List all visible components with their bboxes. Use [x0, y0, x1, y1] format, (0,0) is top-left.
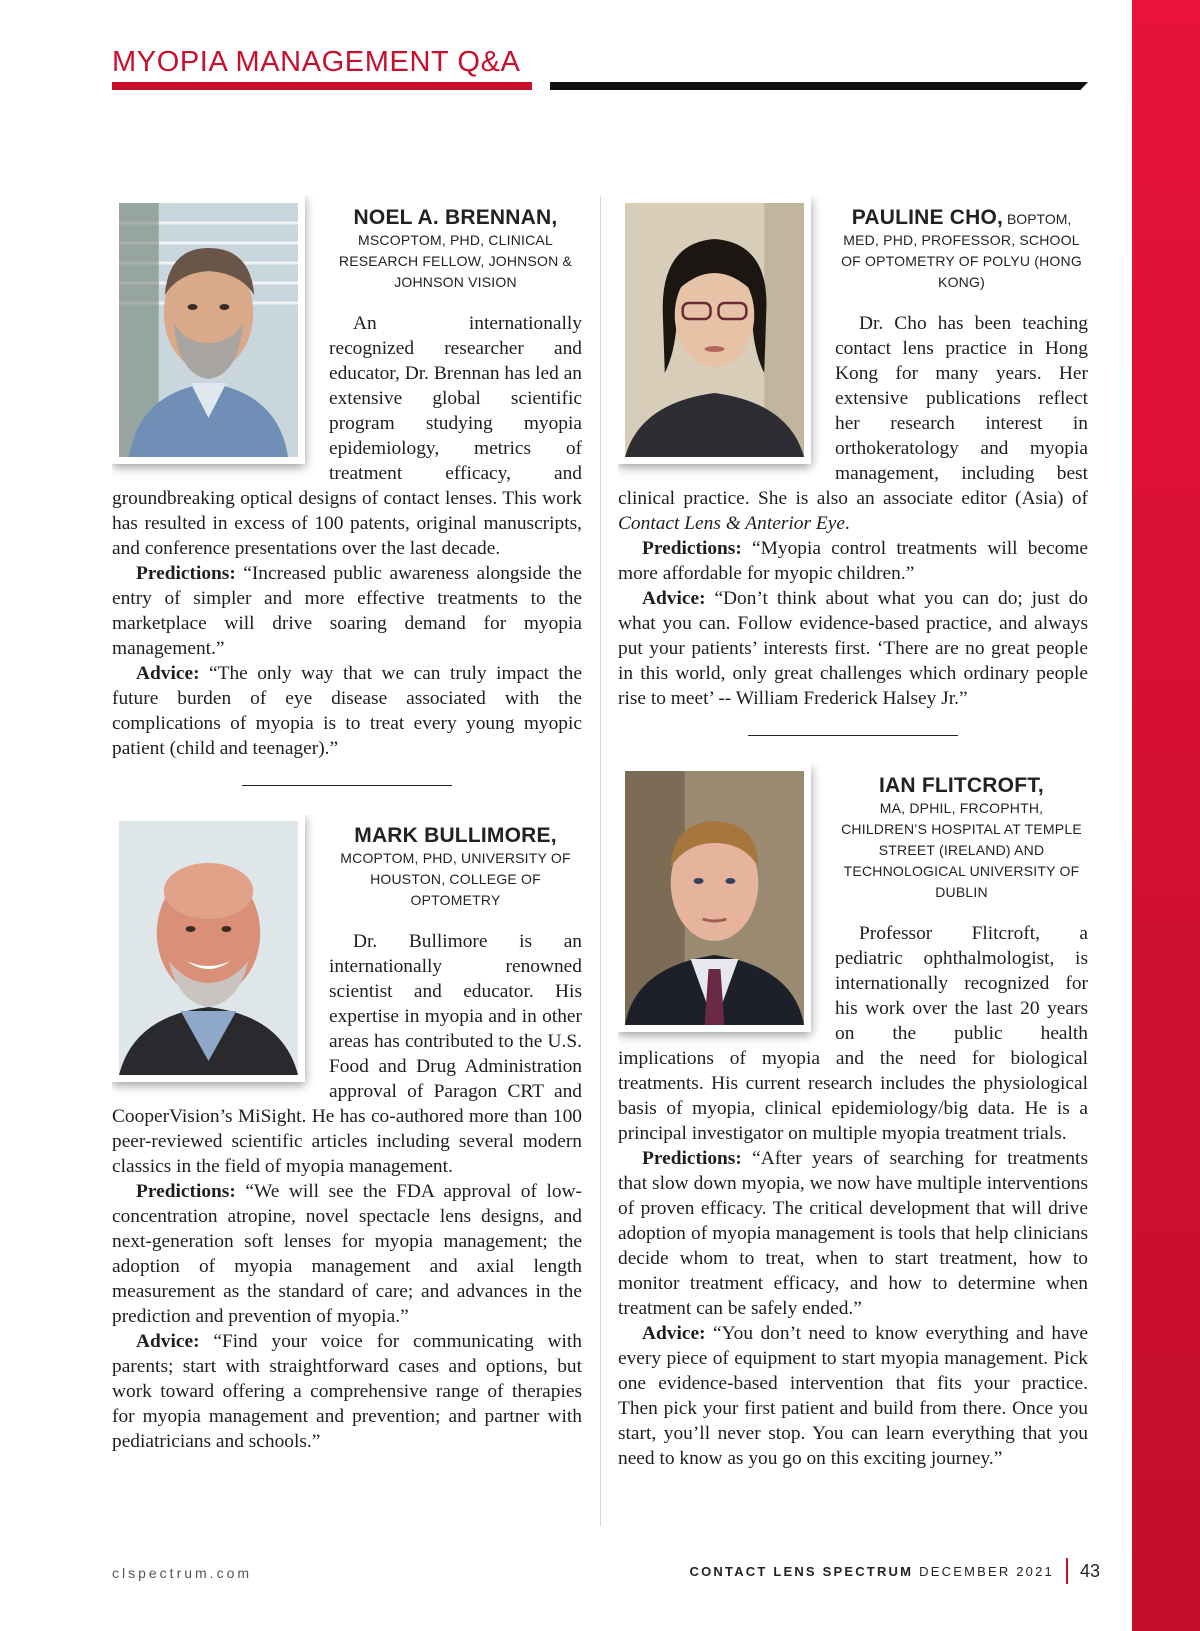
predictions-text: “Myopia control treatments will become more affordable for myopic children.”	[618, 538, 1088, 584]
portrait-brennan-image	[119, 203, 298, 457]
advice-text: “Find your voice for communicating with parents; start with straightforward cases and options, but work toward offering a comprehensive range of therapies for myopia management and prevention; and partner with pediatricians and schools.”	[112, 1331, 582, 1452]
footer-info	[690, 1558, 1100, 1584]
section-title-underline	[112, 82, 532, 90]
predictions-text: “We will see the FDA approval of low-concentration atropine, novel spectacle lens designs, and next-generation soft lenses for myopia management; the adoption of myopia management and axial length measurement as the standard of care; and advances in the prediction and prevention of myopia.”	[112, 1181, 582, 1327]
advice-cho	[618, 586, 1088, 711]
predictions-label: Predictions:	[136, 1181, 236, 1202]
profile-cho	[618, 196, 1088, 536]
predictions-label: Predictions:	[136, 563, 236, 584]
side-color-bar	[1132, 0, 1200, 1631]
predictions-flitcroft	[618, 1146, 1088, 1321]
advice-label: Advice:	[136, 663, 200, 684]
advice-text: “You don’t need to know everything and have every piece of equipment to start myopia management. Pick one evidence-based intervention that fits your practice. Then pick your first patient and build from there. Once you start, you’ll never stop. You can learn everything that you need to know as you go on this exciting journey.”	[618, 1323, 1088, 1469]
person-name: PAULINE CHO,	[851, 206, 1004, 229]
footer-date: DECEMBER 2021	[919, 1563, 1054, 1579]
bio-brennan: An internationally recognized researcher and educator, Dr. Brennan has led an extensive global scientific program studying myopia epidemiology, metrics of treatment efficacy, and groundbreaking optical designs of contact lenses. This work has resulted in excess of 100 patents, original manuscripts, and conference presentations over the last decade.	[112, 313, 582, 559]
person-name: IAN FLITCROFT,	[879, 774, 1044, 797]
footer-magazine: CONTACT LENS SPECTRUM	[689, 1563, 914, 1579]
advice-label: Advice:	[642, 588, 706, 609]
advice-text: “The only way that we can truly impact the future burden of eye disease associated with the complications of myopia is to treat every young myopic patient (child and teenager).”	[112, 663, 582, 759]
person-name: NOEL A. BRENNAN,	[353, 206, 558, 229]
section-divider	[242, 785, 452, 786]
right-column	[618, 196, 1088, 1471]
person-credentials: MA, DPHIL, FRCOPHTH, CHILDREN’S HOSPITAL AT TEMPLE STREET (IRELAND) AND TECHNOLOGICAL UNIVERSITY OF DUBLIN	[841, 800, 1082, 900]
profile-flitcroft	[618, 764, 1088, 1146]
advice-flitcroft	[618, 1321, 1088, 1471]
advice-label: Advice:	[642, 1323, 706, 1344]
person-credentials: MSCOPTOM, PHD, CLINICAL RESEARCH FELLOW, JOHNSON & JOHNSON VISION	[338, 232, 573, 290]
advice-text: “Don’t think about what you can do; just do what you can. Follow evidence-based practice, and always put your patients’ interests first. ‘There are no great people in this world, only great challenges which ordinary people rise to meet’ -- William Frederick Halsey Jr.”	[618, 588, 1088, 709]
person-credentials: MED, PHD, PROFESSOR, SCHOOL OF OPTOMETRY OF POLYU (HONG KONG)	[841, 232, 1082, 290]
predictions-label: Predictions:	[642, 1148, 742, 1169]
portrait-photo-flitcroft	[618, 764, 811, 1032]
predictions-text: “After years of searching for treatments that slow down myopia, we now have multiple interventions of proven efficacy. The critical development that will drive adoption of myopia management is tools that help clinicians decide whom to treat, when to start treatment, how to monitor treatment efficacy, and how to determine when treatment can be safely ended.”	[618, 1148, 1088, 1319]
bio-end: .	[844, 513, 850, 534]
column-separator	[600, 196, 601, 1526]
bio-text: Dr. Cho has been teaching contact lens practice in Hong Kong for many years. Her extensive publications reflect her research interest in orthokeratology and myopia management, including best clinical practice. She is also an associate editor (Asia) of	[618, 313, 1088, 509]
footer-divider	[1066, 1558, 1068, 1584]
portrait-flitcroft-image	[625, 771, 804, 1025]
section-title: MYOPIA MANAGEMENT Q&A	[112, 46, 521, 78]
bio-flitcroft: Professor Flitcroft, a pediatric ophthalmologist, is internationally recognized for his work over the last 20 years on the public health implications of myopia and the need for biological treatments. His current research includes the physiological basis of myopia, clinical epidemiology/big data. He is a principal investigator on multiple myopia treatment trials.	[618, 923, 1088, 1144]
profile-bullimore	[112, 814, 582, 1179]
predictions-text: “Increased public awareness alongside the entry of simpler and more effective treatments to the marketplace will drive soaring demand for myopia management.”	[112, 563, 582, 659]
bio-bullimore: Dr. Bullimore is an internationally renowned scientist and educator. His expertise in myopia and in other areas has contributed to the U.S. Food and Drug Administration approval of Paragon CRT and CooperVision’s MiSight. He has co-authored more than 100 peer-reviewed scientific articles including several modern classics in the field of myopia management.	[112, 931, 582, 1177]
portrait-photo-cho	[618, 196, 811, 464]
predictions-bullimore	[112, 1179, 582, 1329]
advice-bullimore	[112, 1329, 582, 1454]
journal-title: Contact Lens & Anterior Eye	[618, 513, 845, 534]
predictions-brennan	[112, 561, 582, 661]
section-divider	[748, 735, 958, 736]
portrait-photo-brennan	[112, 196, 305, 464]
person-credentials-inline: BOPTOM,	[1003, 211, 1072, 227]
person-name: MARK BULLIMORE,	[354, 824, 557, 847]
portrait-cho-image	[625, 203, 804, 457]
left-column	[112, 196, 582, 1454]
header-rule	[550, 82, 1088, 90]
page-number: 43	[1079, 1560, 1100, 1581]
person-credentials: MCOPTOM, PHD, UNIVERSITY OF HOUSTON, COLLEGE OF OPTOMETRY	[340, 850, 571, 908]
advice-label: Advice:	[136, 1331, 200, 1352]
predictions-label: Predictions:	[642, 538, 742, 559]
portrait-photo-bullimore	[112, 814, 305, 1082]
profile-brennan	[112, 196, 582, 561]
predictions-cho	[618, 536, 1088, 586]
portrait-bullimore-image	[119, 821, 298, 1075]
advice-brennan	[112, 661, 582, 761]
footer-website: clspectrum.com	[112, 1565, 253, 1581]
